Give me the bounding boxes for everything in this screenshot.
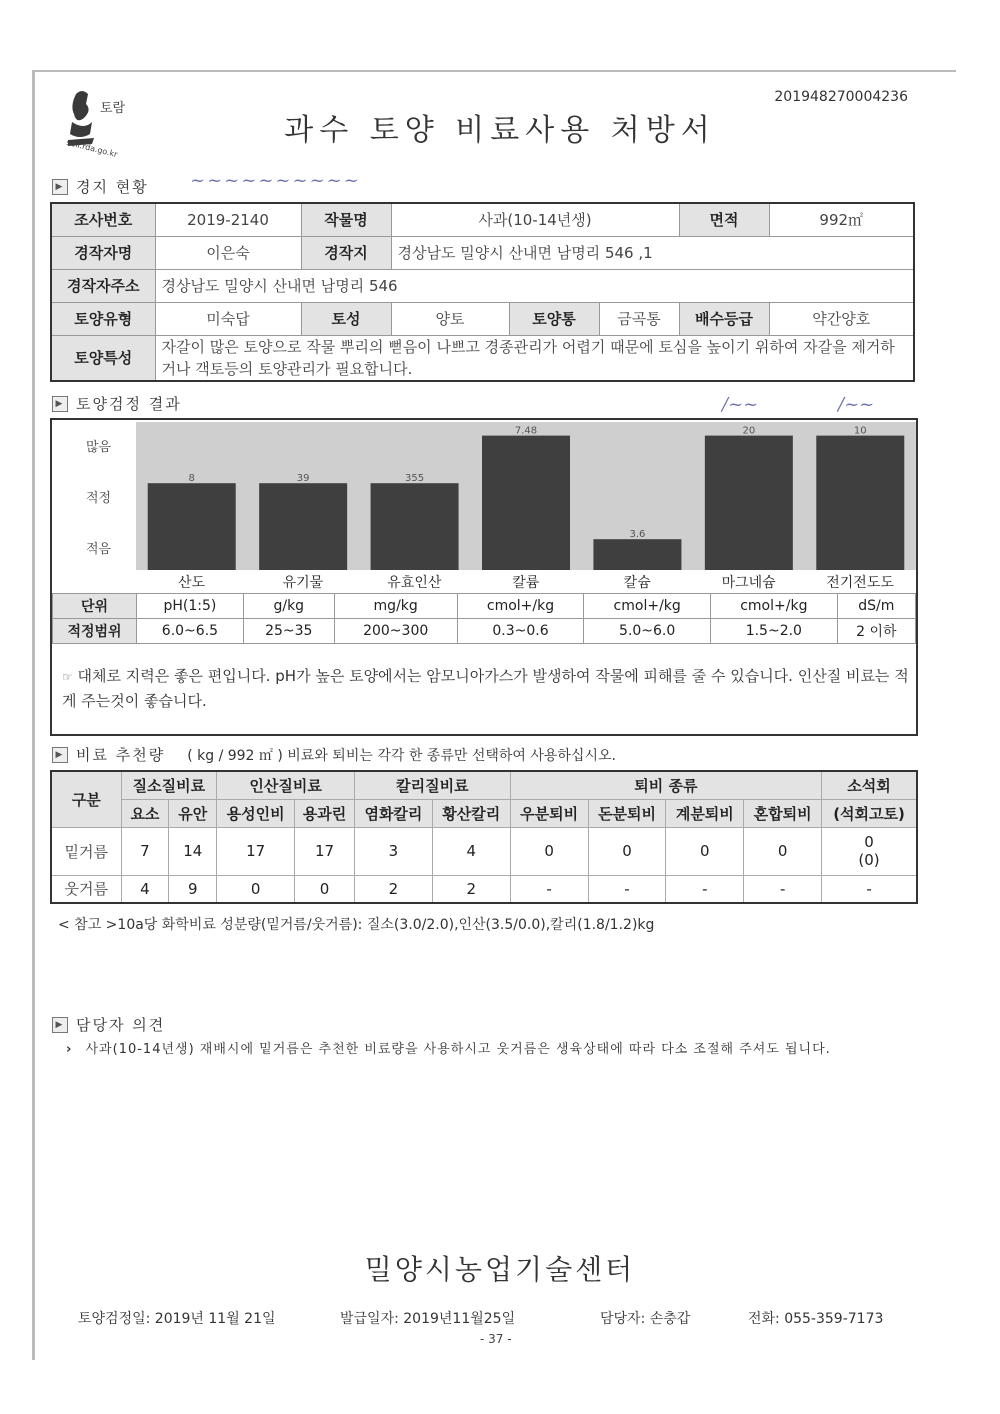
metric-name: 마그네슘 [721,575,776,591]
soil-test-bar-chart [136,422,916,570]
unit-cell: g/kg [243,594,334,619]
unit-cell: pH(1:5) [137,594,244,619]
section-soil-test [52,393,182,414]
unit-cell: cmol+/kg [457,594,584,619]
document-id: 201948270004236 [774,89,908,105]
value-texture: 양토 [391,302,509,335]
range-cell: 6.0~6.5 [137,619,244,644]
level-optimal: 적정 [86,491,112,506]
bar-value-label: 39 [296,473,310,485]
unit-cell: dS/m [837,594,915,619]
section-marker-icon: ▶ [52,396,68,412]
officer-opinion-text: 사과(10-14년생) 재배시에 밑거름은 추천한 비료량을 사용하시고 웃거름은 생육상태에 따라 다소 조절해 주셔도 됩니다. [85,1042,831,1057]
subhead-mixed-compost: 혼합퇴비 [744,799,822,827]
range-cell: 25~35 [243,619,334,644]
section-marker-icon: ▶ [52,747,68,763]
reference-note: < 참고 >10a당 화학비료 성분량(밑거름/웃거름): 질소(3.0/2.0),인산(3.5/0.0),칼리(1.8/1.2)kg [58,917,655,933]
subhead-potassium-chloride: 염화칼리 [355,799,433,827]
value-soil-series: 금곡통 [599,302,679,335]
header-potash: 칼리질비료 [355,771,511,799]
unit-cell: mg/kg [334,594,457,619]
section-title: 경지 현황 [76,178,149,196]
footer-officer: 담당자: 손충갑 [600,1311,691,1327]
unit-row-label: 단위 [53,594,137,619]
section-opinion [52,1014,165,1035]
value-soil-character: 자갈이 많은 토양으로 작물 뿌리의 뻗음이 나쁘고 경종관리가 어렵기 때문에 토심을 높이기 위하여 자갈을 제거하거나 객토등의 토양관리가 필요합니다. [155,335,914,381]
subhead-potassium-sulfate: 황산칼리 [432,799,510,827]
logo-url: soil.rda.go.kr [65,137,119,160]
metric-name: 유효인산 [387,575,442,591]
header-compost: 퇴비 종류 [510,771,821,799]
cell-value: 0 [295,875,355,903]
label-soil-character: 토양특성 [51,335,155,381]
svg-text:토람: 토람 [100,101,126,116]
metric-name: 산도 [177,575,206,591]
subhead-dolomite: (석회고토) [822,799,917,827]
issuer-name: 밀양시농업기술센터 [364,1253,636,1286]
label-farmland: 경작지 [301,236,391,269]
value-soil-type: 미숙답 [155,302,301,335]
label-drainage: 배수등급 [679,302,769,335]
cell-value: 9 [169,875,217,903]
range-cell: 200~300 [334,619,457,644]
footer-issue-date: 발급일자: 2019년11월25일 [340,1311,516,1327]
cell-value: 17 [217,827,295,875]
bar-value-label: 8 [188,473,195,485]
cell-value: 3 [355,827,433,875]
unit-cell: cmol+/kg [711,594,838,619]
bar-0 [148,483,236,570]
section-marker-icon: ▶ [52,179,68,195]
value-farmer: 이은숙 [155,236,301,269]
cell-value: 0 [217,875,295,903]
officer-opinion [66,1041,911,1058]
bar-6 [816,436,904,570]
cell-value: 2 [355,875,433,903]
pointer-hand-icon: ☞ [62,670,73,684]
level-low: 적음 [86,542,112,557]
bar-value-label: 355 [405,473,425,485]
section-title: 담당자 의견 [76,1016,166,1034]
bar-1 [259,483,347,570]
section-subtitle: ( kg / 992 ㎡ ) 비료와 퇴비는 각각 한 종류만 선택하여 사용하십시오. [187,747,616,764]
label-soil-series: 토양통 [509,302,599,335]
subhead-cow-compost: 우분퇴비 [510,799,588,827]
cell-value: 0 [744,827,822,875]
cell-value: 17 [295,827,355,875]
cell-value: 2 [432,875,510,903]
level-axis [52,420,136,570]
metric-name: 전기전도도 [826,575,894,591]
cell-value: - [666,875,744,903]
soil-comment [62,664,912,713]
label-area: 면적 [679,203,769,236]
range-cell: 0.3~0.6 [457,619,584,644]
metric-name: 칼륨 [512,575,540,591]
cell-value: 0 [588,827,666,875]
subhead-urea: 요소 [121,799,169,827]
page-number: - 37 - [480,1332,512,1346]
metric-name: 유기물 [282,575,324,591]
header-category: 구분 [51,771,121,827]
header-nitrogen: 질소질비료 [121,771,217,799]
subhead-superphosphate: 용과린 [295,799,355,827]
soil-comment-text: 대체로 지력은 좋은 편입니다. pH가 높은 토양에서는 암모니아가스가 발생하여 작물에 피해를 줄 수 있습니다. 인산질 비료는 적게 주는것이 좋습니다. [62,667,909,710]
arrow-bullet-icon: › [66,1042,73,1057]
header-phosphate: 인산질비료 [217,771,355,799]
label-crop: 작물명 [301,203,391,236]
section-marker-icon: ▶ [52,1017,68,1033]
range-row-label: 적정범위 [53,619,137,644]
table-row [51,875,917,903]
cell-value: - [744,875,822,903]
soil-test-panel [50,418,918,736]
bar-3 [482,436,570,570]
bar-value-label: 10 [853,425,867,437]
cell-value: - [510,875,588,903]
metric-names [136,572,916,592]
footer-test-date: 토양검정일: 2019년 11월 21일 [78,1311,276,1327]
bar-value-label: 3.6 [629,529,646,541]
subhead-chicken-compost: 계분퇴비 [666,799,744,827]
label-survey-no: 조사번호 [51,203,155,236]
subhead-pig-compost: 돈분퇴비 [588,799,666,827]
fertilizer-table [50,770,918,904]
field-info-table [50,202,915,382]
table-row [51,827,917,875]
label-texture: 토성 [301,302,391,335]
handwritten-note: ~~~~~~~~~~ [190,170,361,191]
range-cell: 2 이하 [837,619,915,644]
subhead-fused-phosphate: 용성인비 [217,799,295,827]
section-title: 토양검정 결과 [76,395,182,413]
row-label-basal: 밑거름 [51,827,121,875]
bar-2 [371,483,459,570]
label-soil-type: 토양유형 [51,302,155,335]
row-label-top: 웃거름 [51,875,121,903]
label-address: 경작자주소 [51,269,155,302]
unit-cell: cmol+/kg [584,594,711,619]
handwritten-note: /~~ [838,394,875,415]
section-field-status [52,176,149,197]
range-cell: 1.5~2.0 [711,619,838,644]
cell-value: 4 [121,875,169,903]
bar-value-label: 20 [742,425,756,437]
value-survey-no: 2019-2140 [155,203,301,236]
section-fertilizer [52,744,616,765]
level-high: 많음 [86,440,112,455]
cell-value: - [588,875,666,903]
unit-range-table [52,593,916,644]
footer-phone: 전화: 055-359-7173 [748,1311,884,1327]
bar-5 [705,436,793,570]
bar-4 [593,539,681,570]
value-area: 992㎡ [769,203,914,236]
bar-value-label: 7.48 [514,425,538,437]
subhead-ammonium-sulfate: 유안 [169,799,217,827]
handwritten-note: /~~ [722,394,759,415]
value-address: 경상남도 밀양시 산내면 남명리 546 [155,269,914,302]
section-title: 비료 추천량 [76,746,166,764]
cell-value: 0 [666,827,744,875]
header-lime: 소석회 [822,771,917,799]
value-farmland: 경상남도 밀양시 산내면 남명리 546 ,1 [391,236,914,269]
cell-lime: - [822,875,917,903]
lime-sub-value: (0) [858,851,880,869]
cell-lime [822,827,917,875]
label-farmer: 경작자명 [51,236,155,269]
cell-value: 7 [121,827,169,875]
cell-value: 4 [432,827,510,875]
range-cell: 5.0~6.0 [584,619,711,644]
value-drainage: 약간양호 [769,302,914,335]
lime-value: 0 [864,833,874,851]
cell-value: 14 [169,827,217,875]
cell-value: 0 [510,827,588,875]
value-crop: 사과(10-14년생) [391,203,679,236]
page-title: 과수 토양 비료사용 처방서 [284,113,716,148]
metric-name: 칼슘 [623,575,651,591]
